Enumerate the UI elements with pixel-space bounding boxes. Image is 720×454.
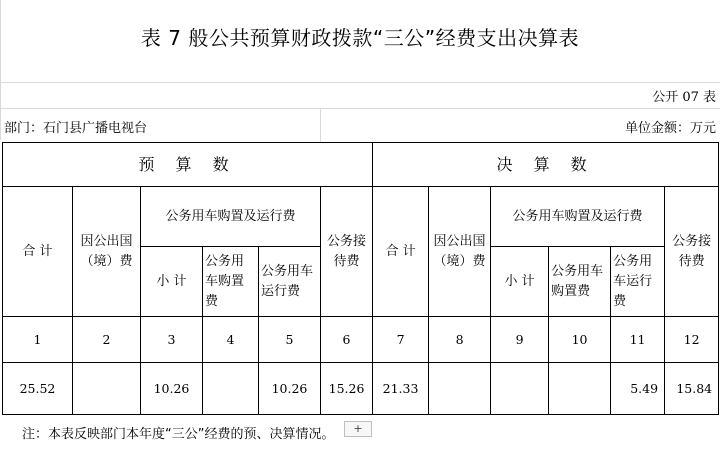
department-label: 部门：石门县广播电视台 <box>4 121 148 136</box>
budget-reception-header: 公务接待费 <box>321 187 373 317</box>
expand-button[interactable]: + <box>344 421 372 437</box>
form-code: 公开 07 表 <box>652 90 716 105</box>
final-header: 决 算 数 <box>373 143 719 187</box>
budget-total-header: 合 计 <box>3 187 73 317</box>
grid-line <box>0 82 720 83</box>
final-vehicle-group-header: 公务用车购置及运行费 <box>491 187 665 247</box>
final-vehicle-purchase-header: 公务用车购置费 <box>549 247 611 317</box>
column-number: 5 <box>259 317 321 363</box>
budget-vehicle-purchase-header: 公务用车购置费 <box>203 247 259 317</box>
column-number: 3 <box>141 317 203 363</box>
value-budget-subtotal: 10.26 <box>141 363 203 415</box>
final-reception-header: 公务接待费 <box>665 187 719 317</box>
table-note: 注：本表反映部门本年度“三公”经费的预、决算情况。 <box>22 427 335 442</box>
column-number: 6 <box>321 317 373 363</box>
column-number: 7 <box>373 317 429 363</box>
grid-line <box>0 0 1 140</box>
budget-subtotal-header: 小 计 <box>141 247 203 317</box>
value-budget-reception: 15.26 <box>321 363 373 415</box>
final-abroad-header: 因公出国（境）费 <box>429 187 491 317</box>
value-final-total: 21.33 <box>373 363 429 415</box>
final-vehicle-operation-header: 公务用车运行费 <box>611 247 665 317</box>
value-final-vehicle-purchase <box>549 363 611 415</box>
expense-table <box>2 142 719 415</box>
column-number: 10 <box>549 317 611 363</box>
budget-header: 预 算 数 <box>3 143 373 187</box>
column-number: 9 <box>491 317 549 363</box>
value-final-subtotal <box>491 363 549 415</box>
budget-vehicle-group-header: 公务用车购置及运行费 <box>141 187 321 247</box>
value-final-vehicle-operation: 5.49 <box>611 363 665 415</box>
final-total-header: 合 计 <box>373 187 429 317</box>
column-number: 8 <box>429 317 491 363</box>
value-budget-vehicle-purchase <box>203 363 259 415</box>
column-number: 12 <box>665 317 719 363</box>
final-subtotal-header: 小 计 <box>491 247 549 317</box>
unit-label: 单位金额：万元 <box>624 121 716 136</box>
column-number: 4 <box>203 317 259 363</box>
column-number: 1 <box>3 317 73 363</box>
budget-vehicle-operation-header: 公务用车运行费 <box>259 247 321 317</box>
value-final-reception: 15.84 <box>665 363 719 415</box>
value-final-abroad <box>429 363 491 415</box>
page-title: 表 7 般公共预算财政拨款“三公”经费支出决算表 <box>140 26 580 50</box>
grid-line <box>320 108 321 142</box>
column-number: 11 <box>611 317 665 363</box>
grid-line <box>0 108 720 109</box>
column-number: 2 <box>73 317 141 363</box>
value-budget-total: 25.52 <box>3 363 73 415</box>
value-budget-abroad <box>73 363 141 415</box>
budget-abroad-header: 因公出国（境）费 <box>73 187 141 317</box>
value-budget-vehicle-operation: 10.26 <box>259 363 321 415</box>
